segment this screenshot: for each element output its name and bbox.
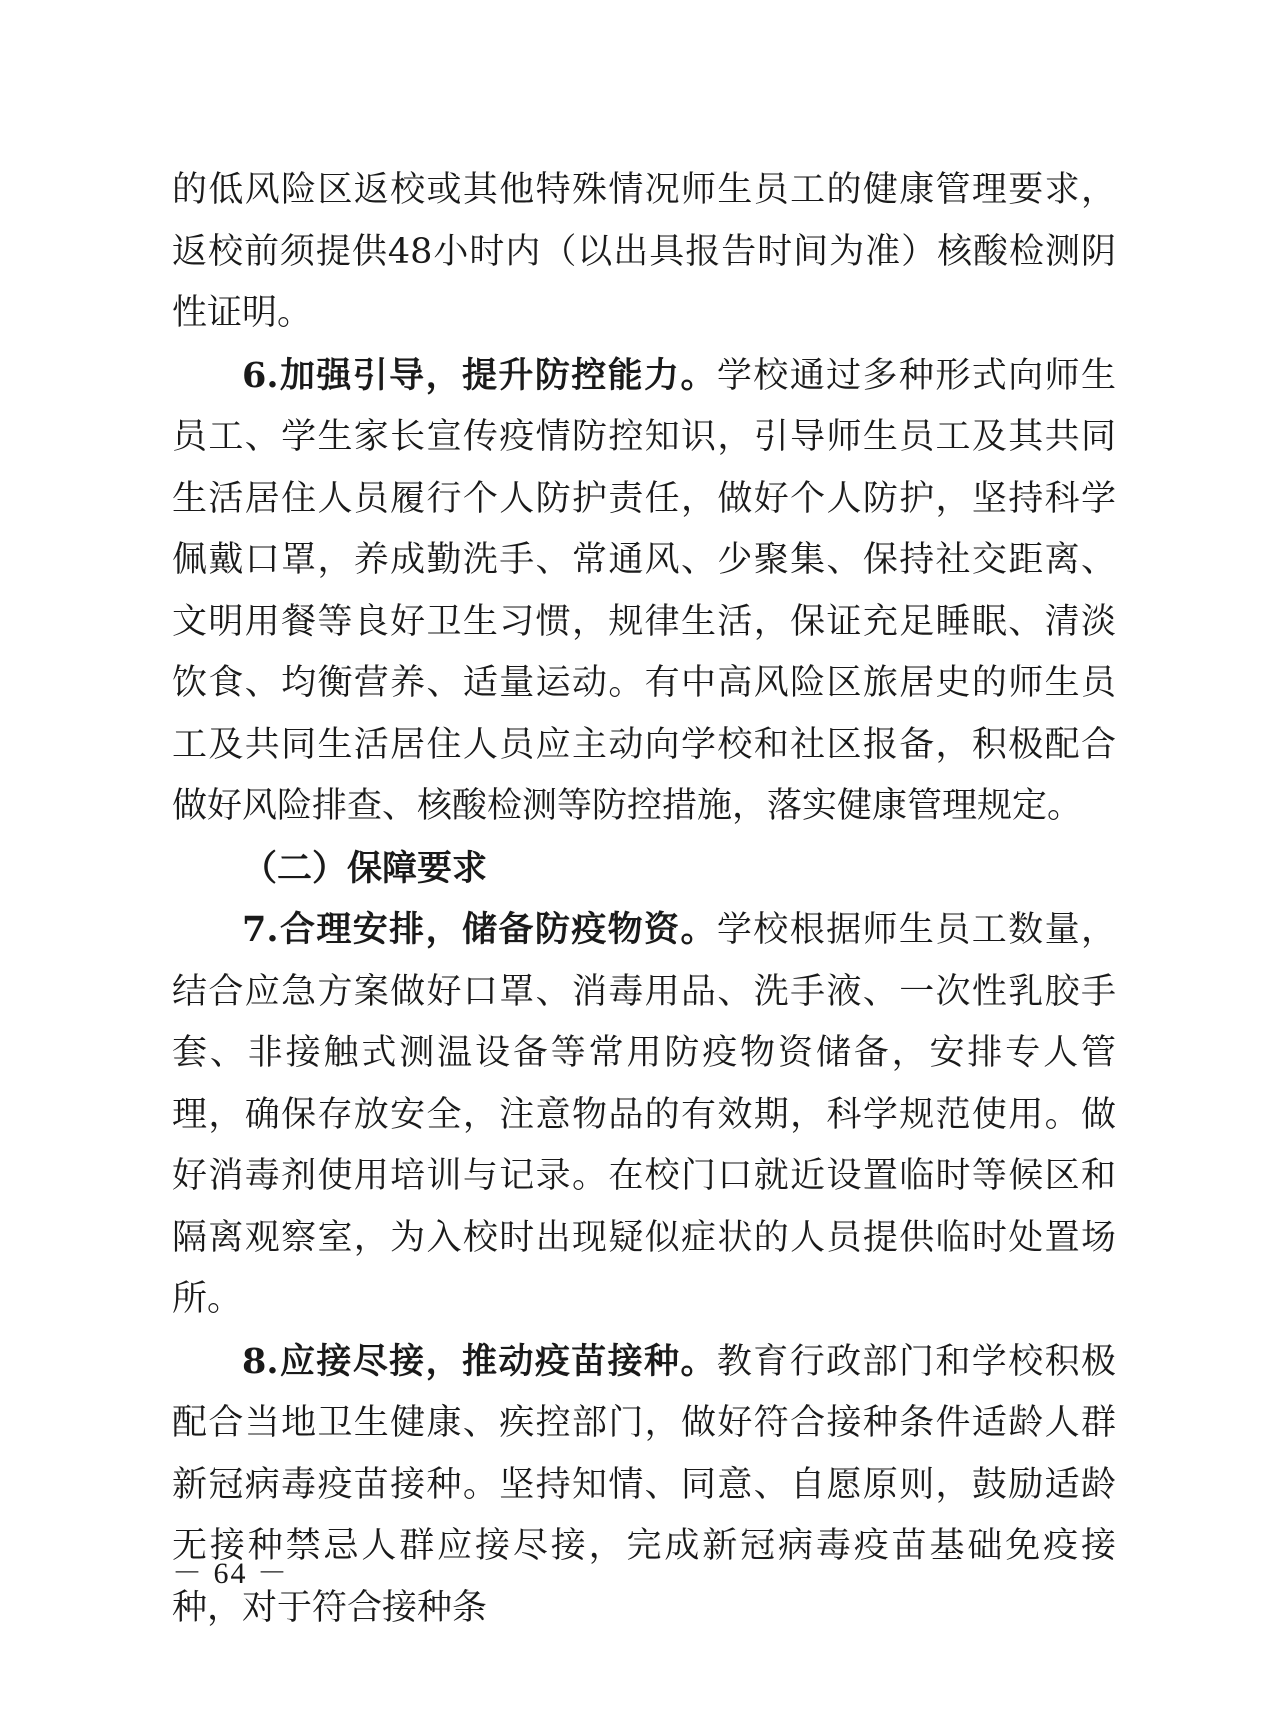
paragraph-item-8 [172, 1331, 1116, 1640]
paragraph-text: 的低风险区返校或其他特殊情况师生员工的健康管理要求，返校前须提供48小时内（以出具报告时间为准）核酸检测阴性证明。 [172, 170, 1116, 333]
paragraph-item-7 [172, 899, 1116, 1331]
paragraph-item-6 [172, 345, 1116, 838]
paragraph-lead: 6.加强引导，提升防控能力。 [242, 354, 717, 396]
document-body [172, 160, 1116, 1639]
paragraph-lead: 7.合理安排，储备防疫物资。 [242, 909, 717, 950]
paragraph-lead: 8.应接尽接，推动疫苗接种。 [242, 1340, 717, 1382]
paragraph-text: 学校根据师生员工数量，结合应急方案做好口罩、消毒用品、洗手液、一次性乳胶手套、非接触式测温设备等常用防疫物资储备，安排专人管理，确保存放安全，注意物品的有效期，科学规范使用。做好消毒剂使用培训与记录。在校门口就近设置临时等候区和隔离观察室，为入校时出现疑似症状的人员提供临时处置场所。 [172, 910, 1116, 1319]
paragraph-continuation [172, 160, 1116, 345]
paragraph-text: 教育行政部门和学校积极配合当地卫生健康、疾控部门，做好符合接种条件适龄人群新冠病毒疫苗接种。坚持知情、同意、自愿原则，鼓励适龄无接种禁忌人群应接尽接，完成新冠病毒疫苗基础免疫接种，对于符合接种条 [172, 1341, 1116, 1628]
section-heading: （二）保障要求 [242, 847, 488, 889]
page-number: － 64 － [172, 1557, 289, 1590]
paragraph-text: 学校通过多种形式向师生员工、学生家长宣传疫情防控知识，引导师生员工及其共同生活居住人员履行个人防护责任，做好个人防护，坚持科学佩戴口罩，养成勤洗手、常通风、少聚集、保持社交距离、文明用餐等良好卫生习惯，规律生活，保证充足睡眠、清淡饮食、均衡营养、适量运动。有中高风险区旅居史的师生员工及共同生活居住人员应主动向学校和社区报备，积极配合做好风险排查、核酸检测等防控措施，落实健康管理规定。 [172, 355, 1116, 826]
